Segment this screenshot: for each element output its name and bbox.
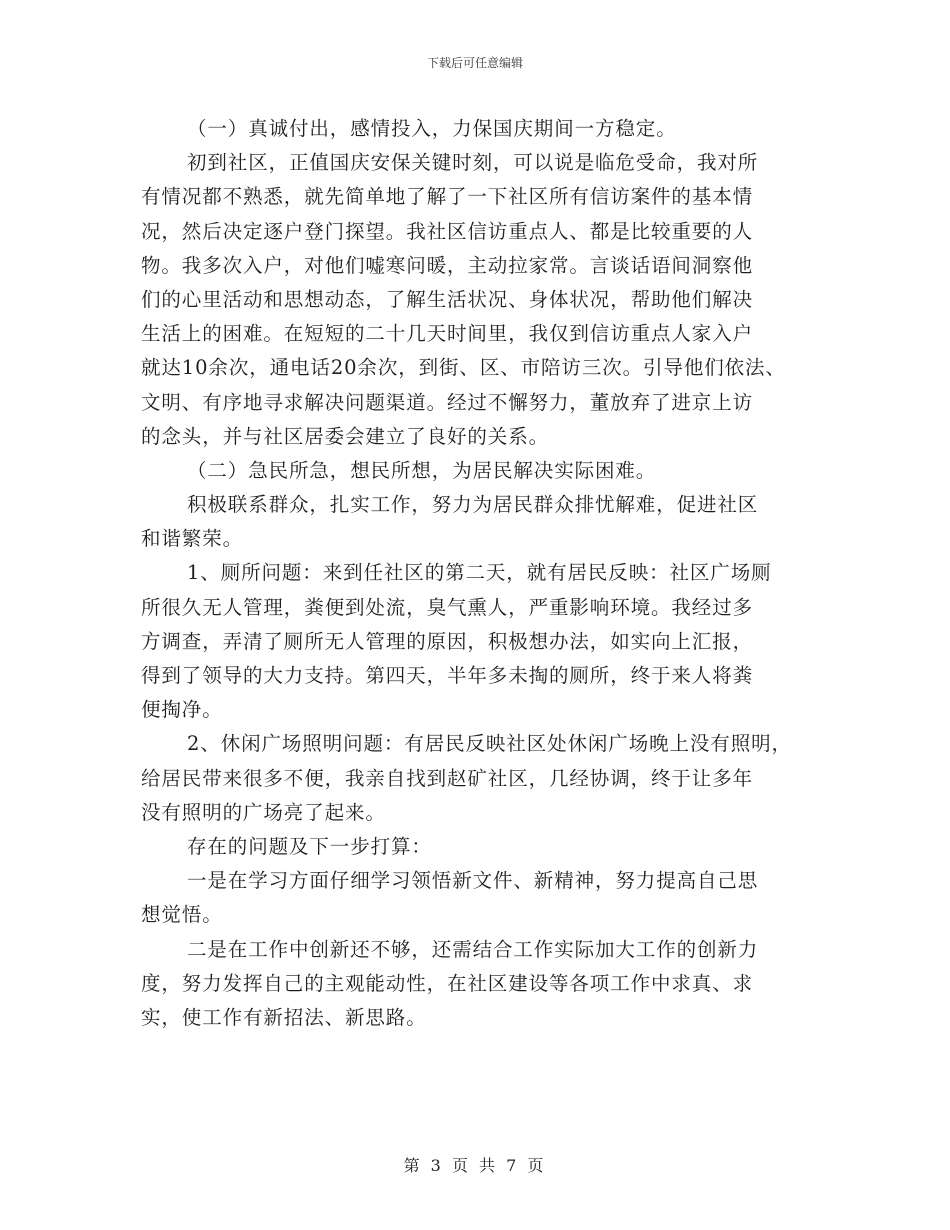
paragraph-line: （一）真诚付出，感情投入，力保国庆期间一方稳定。 — [187, 117, 677, 140]
paragraph-line: 想觉悟。 — [141, 903, 223, 927]
paragraph-line: 和谐繁荣。 — [141, 527, 244, 551]
paragraph-line: 一是在学习方面仔细学习领悟新文件、新精神，努力提高自己思 — [187, 869, 759, 893]
paragraph-line: 得到了领导的大力支持。第四天，半年多未掏的厕所，终于来人将粪 — [141, 664, 754, 687]
paragraph-line: 生活上的困难。在短短的二十几天时间里，我仅到信访重点人家入户 — [141, 322, 754, 346]
paragraph-line: 文明、有序地寻求解决问题渠道。经过不懈努力，董放弃了进京上访 — [141, 390, 754, 414]
page-number: 第 3 页 共 7 页 — [403, 1156, 547, 1175]
paragraph-line: 物。我多次入户，对他们嘘寒问暖，主动拉家常。言谈话语间洞察他 — [141, 253, 754, 277]
paragraph-line: 初到社区，正值国庆安保关键时刻，可以说是临危受命，我对所 — [187, 151, 759, 175]
paragraph-line: 就达10余次，通电话20余次，到街、区、市陪访三次。引导他们依法、 — [141, 356, 786, 380]
paragraph-line: 们的心里活动和思想动态，了解生活状况、身体状况，帮助他们解决 — [141, 287, 754, 311]
paragraph-line: 没有照明的广场亮了起来。 — [141, 800, 386, 824]
paragraph-line: 2、休闲广场照明问题：有居民反映社区处休闲广场晚上没有照明， — [187, 732, 792, 756]
page-header: 下载后可任意编辑 — [426, 56, 523, 70]
paragraph-line: 1、厕所问题：来到任社区的第二天，就有居民反映：社区广场厕 — [187, 561, 772, 585]
paragraph-line: 存在的问题及下一步打算： — [187, 834, 432, 858]
paragraph-line: 便掏净。 — [141, 698, 223, 722]
paragraph-line: 况，然后决定逐户登门探望。我社区信访重点人、都是比较重要的人 — [141, 219, 754, 243]
paragraph-line: 有情况都不熟悉，就先简单地了解了一下社区所有信访案件的基本情 — [141, 185, 754, 209]
paragraph-line: 度，努力发挥自己的主观能动性，在社区建设等各项工作中求真、求 — [141, 971, 754, 995]
paragraph-line: 方调查，弄清了厕所无人管理的原因，积极想办法，如实向上汇报， — [141, 629, 754, 653]
paragraph-line: 实，使工作有新招法、新思路。 — [141, 1005, 427, 1029]
document-body — [141, 112, 821, 1035]
paragraph-line: 积极联系群众，扎实工作，努力为居民群众排忧解难，促进社区 — [187, 493, 759, 517]
paragraph-line: 的念头，并与社区居委会建立了良好的关系。 — [141, 424, 550, 448]
paragraph-line: （二）急民所急，想民所想，为居民解决实际困难。 — [187, 458, 657, 482]
paragraph-line: 二是在工作中创新还不够，还需结合工作实际加大工作的创新力 — [187, 937, 759, 961]
paragraph-line: 给居民带来很多不便，我亲自找到赵矿社区，几经协调，终于让多年 — [141, 766, 754, 790]
paragraph-line: 所很久无人管理，粪便到处流，臭气熏人，严重影响环境。我经过多 — [141, 595, 754, 619]
